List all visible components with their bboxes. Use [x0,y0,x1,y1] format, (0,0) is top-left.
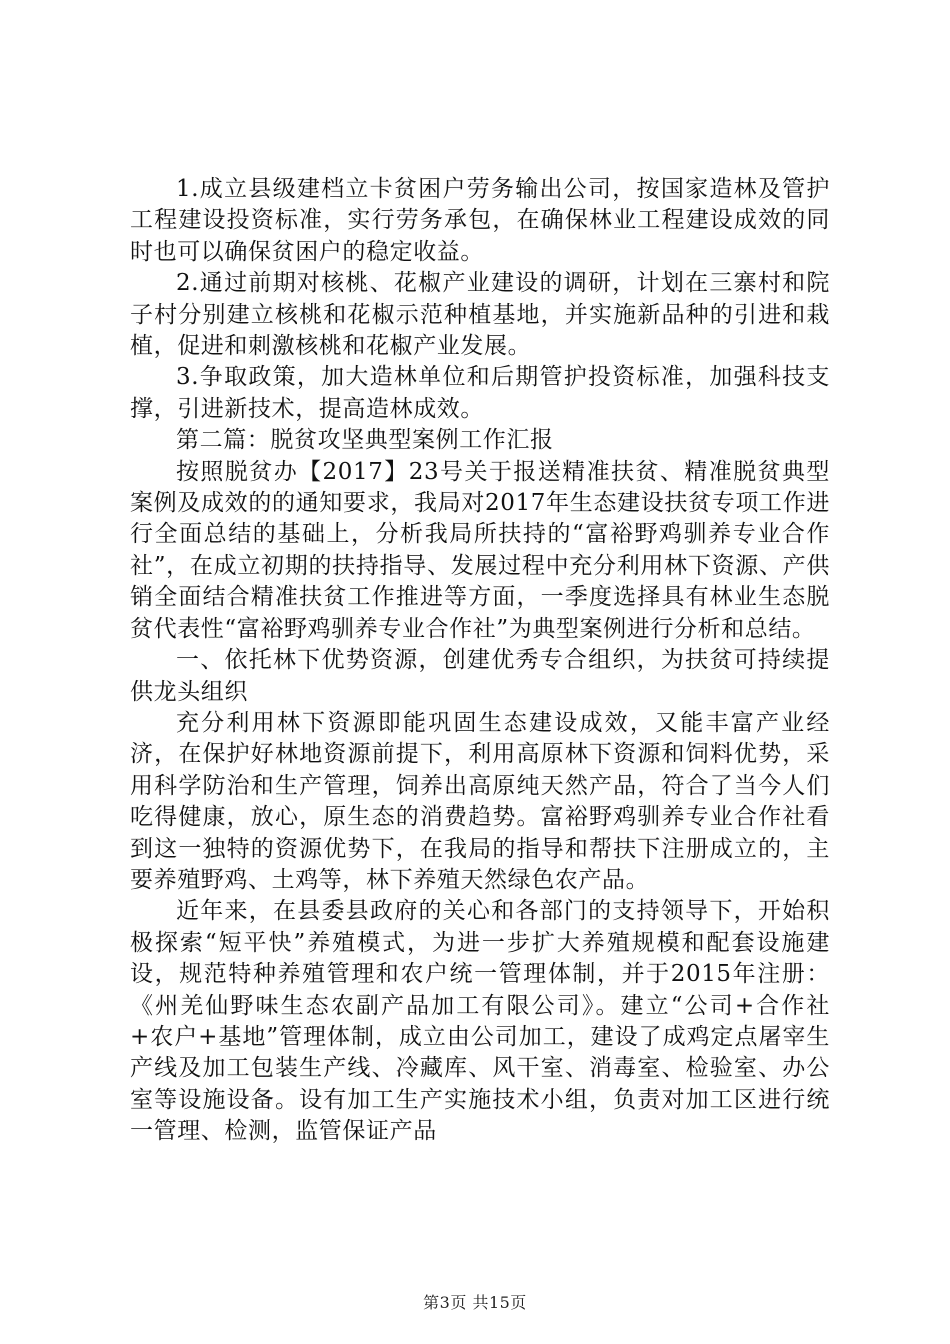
paragraph-3: 3.争取政策，加大造林单位和后期管护投资标准，加强科技支撑，引进新技术，提高造林成效。 [130,364,830,422]
chapter-heading: 第二篇：脱贫攻坚典型案例工作汇报 [176,427,554,454]
paragraph-6: 近年来，在县委县政府的关心和各部门的支持领导下，开始积极探索“短平快”养殖模式，为进一步扩大养殖规模和配套设施建设，规范特种养殖管理和农户统一管理体制，并于2015年注册：《州羌仙野味生态农副产品加工有限公司》。建立“公司+合作社+农户+基地”管理体制，成立由公司加工，建设了成鸡定点屠宰生产线及加工包装生产线、冷藏库、风干室、消毒室、检验室、办公室等设施设备。设有加工生产实施技术小组，负责对加工区进行统一管理、检测，监管保证产品 [130,898,830,1145]
section-heading-1: 一、依托林下优势资源，创建优秀专合组织，为扶贫可持续提供龙头组织 [130,647,830,705]
paragraph-1: 1.成立县级建档立卡贫困户劳务输出公司，按国家造林及管护工程建设投资标准，实行劳务承包，在确保林业工程建设成效的同时也可以确保贫困户的稳定收益。 [130,176,830,265]
paragraph-2: 2.通过前期对核桃、花椒产业建设的调研，计划在三寨村和院子村分别建立核桃和花椒示范种植基地，并实施新品种的引进和栽植，促进和刺激核桃和花椒产业发展。 [130,270,830,360]
page-number: 第3页 共15页 [423,1293,527,1312]
paragraph-4: 按照脱贫办【2017】23号关于报送精准扶贫、精准脱贫典型案例及成效的的通知要求，我局对2017年生态建设扶贫专项工作进行全面总结的基础上，分析我局所扶持的“富裕野鸡驯养专业合作社”，在成立初期的扶持指导、发展过程中充分利用林下资源、产供销全面结合精准扶贫工作推进等方面，一季度选择具有林业生态脱贫代表性“富裕野鸡驯养专业合作社”为典型案例进行分析和总结。 [130,458,830,642]
body-text [130,174,830,1148]
paragraph-5: 充分利用林下资源即能巩固生态建设成效，又能丰富产业经济，在保护好林地资源前提下，利用高原林下资源和饲料优势，采用科学防治和生产管理，饲养出高原纯天然产品，符合了当今人们吃得健康，放心，原生态的消费趋势。富裕野鸡驯养专业合作社看到这一独特的资源优势下，在我局的指导和帮扶下注册成立的，主要养殖野鸡、土鸡等，林下养殖天然绿色农产品。 [130,709,830,893]
